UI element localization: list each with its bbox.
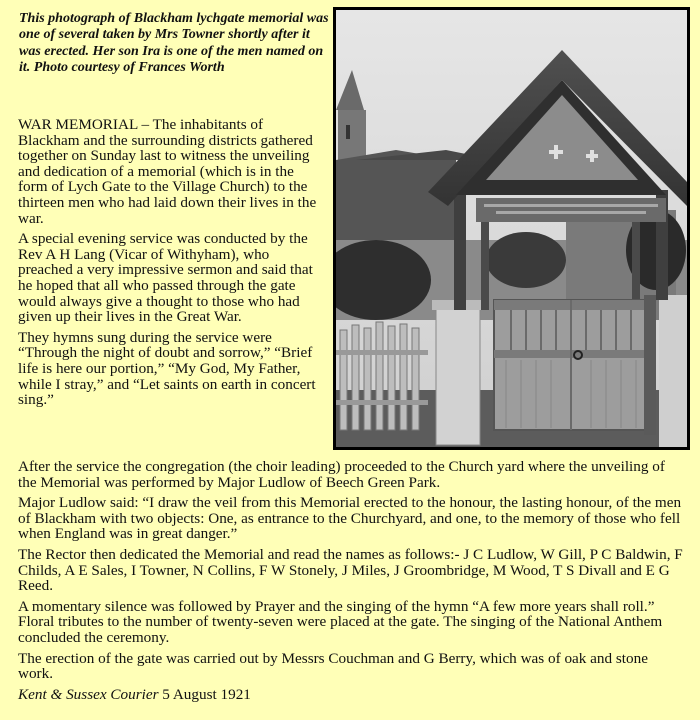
source-citation bbox=[18, 687, 686, 703]
paragraph-evening-service: A special evening service was conducted by the Rev A H Lang (Vicar of Withyham), who preached a very impressive sermon and said that he hoped that all who passed through the gate would always give a thought to those who had given up their lives in the Great War. bbox=[18, 230, 313, 326]
paragraph-ludlow-speech: Major Ludlow said: “I draw the veil from this Memorial erected to the honour, the lasting honour, of the men of Blackham with two objects: One, as entrance to the Churchyard, and one, to the memory of those who fell when England was in great danger.” bbox=[18, 494, 682, 543]
paragraph-erection: The erection of the gate was carried out by Messrs Couchman and G Berry, which was of oak and stone work. bbox=[18, 649, 648, 683]
paragraph-names: The Rector then dedicated the Memorial and read the names as follows:- J C Ludlow, W Gill, P C Baldwin, F Childs, A E Sales, I Towner, N Collins, F W Stonely, J Miles, J Groombridge, M Wood, T S Divall and E G Reed. bbox=[18, 545, 683, 595]
paragraph-intro: WAR MEMORIAL – The inhabitants of Blackham and the surrounding districts gathered together on Sunday last to witness the unveiling and dedication of a memorial (which is in the form of Lych Gate to the Village Church) to the thirteen men who had laid down their lives in the war. bbox=[18, 116, 317, 227]
lychgate-photo bbox=[333, 7, 690, 450]
paragraph-unveiling: After the service the congregation (the choir leading) proceeded to the Church yard where the unveiling of the Memorial was performed by Major Ludlow of Beech Green Park. bbox=[18, 458, 665, 491]
paragraph-silence: A momentary silence was followed by Prayer and the singing of the hymn “A few more years shall roll.” Floral tributes to the number of twenty-seven were placed at the gate. The singing of the National Anthem concluded the ceremony. bbox=[18, 597, 663, 646]
photo-caption: This photograph of Blackham lychgate memorial was one of several taken by Mrs Towner shortly after it was erected. Her son Ira is one of the men named on it. Photo courtesy of Frances Worth bbox=[19, 11, 329, 76]
article-left-column bbox=[18, 117, 324, 413]
publication-name: Kent & Sussex Courier bbox=[18, 685, 159, 703]
article-full-width bbox=[18, 459, 686, 707]
publication-date: 5 August 1921 bbox=[158, 685, 251, 703]
paragraph-hymns: They hymns sung during the service were “Through the night of doubt and sorrow,” “Brief life is here our portion,” “My God, My Father, while I stray,” and “Let saints on earth in concert sing.” bbox=[18, 328, 316, 409]
lychgate-photo-image bbox=[336, 10, 687, 447]
